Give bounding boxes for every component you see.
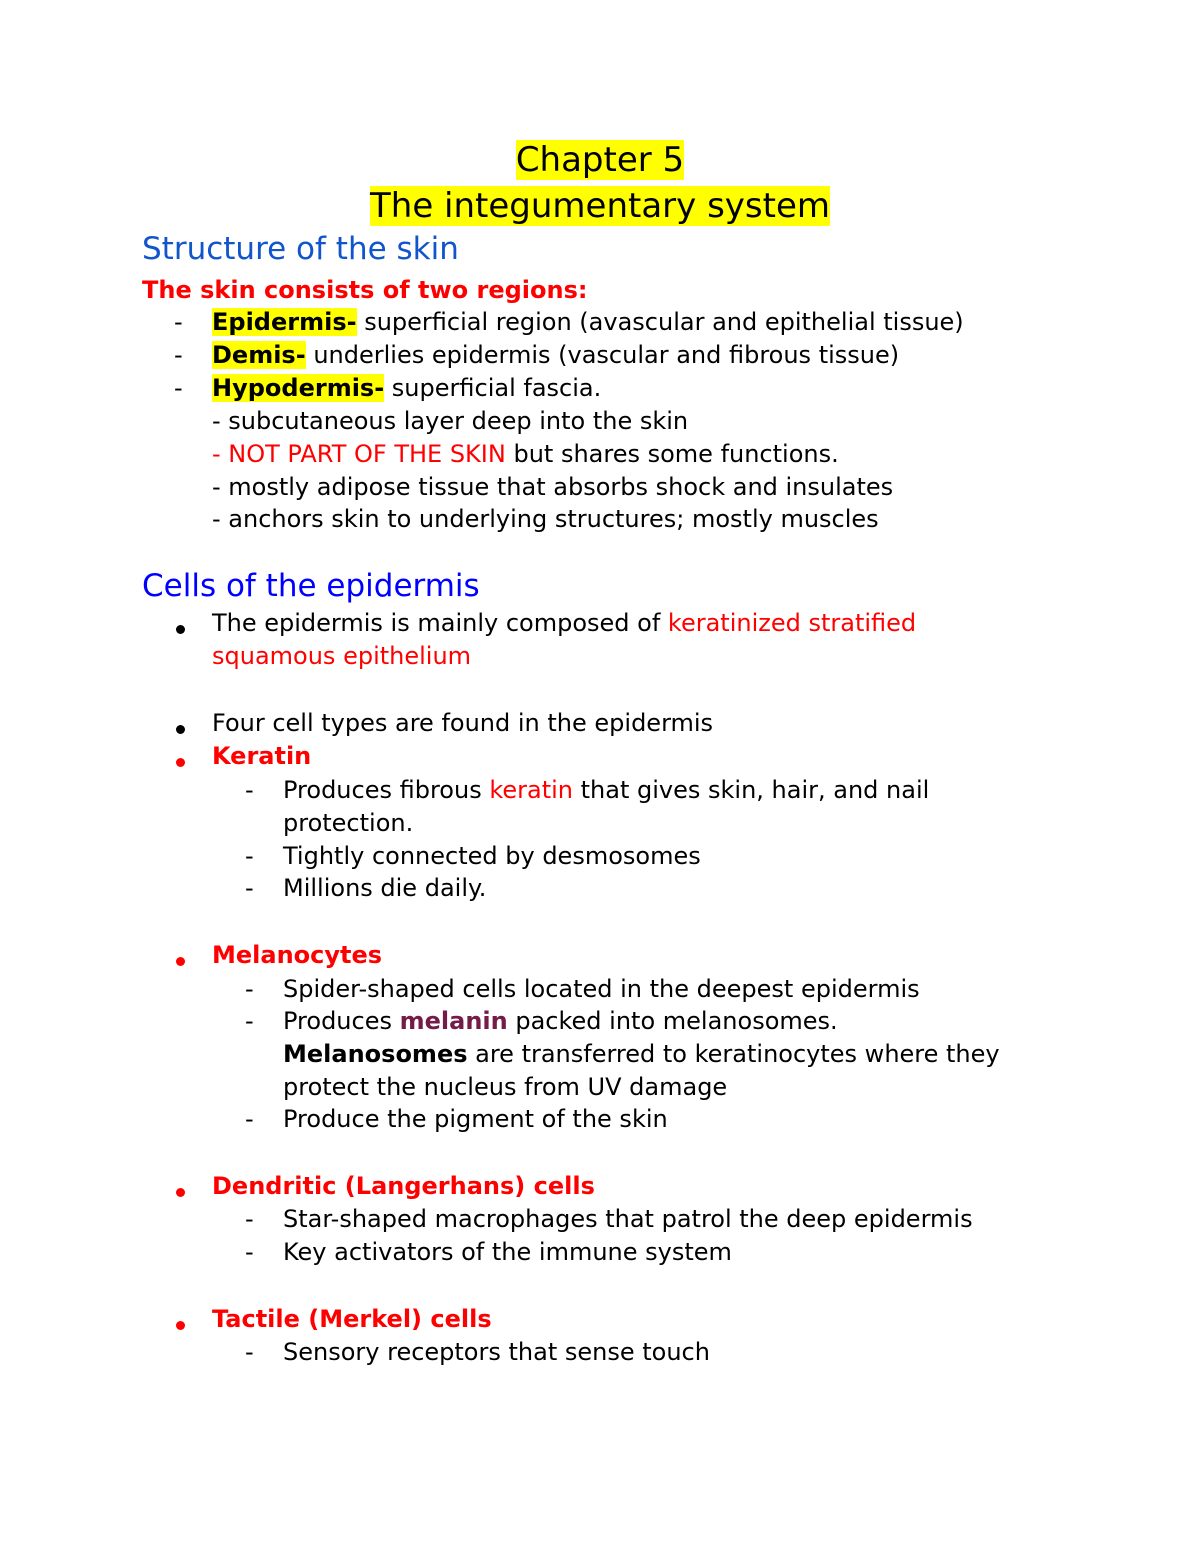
dash-marker: - <box>245 1205 254 1233</box>
cell-type-dendritic: Dendritic (Langerhans) cells <box>212 1172 595 1200</box>
hypodermis-sub-2 <box>212 438 839 470</box>
bullet-icon <box>176 1188 185 1197</box>
term-hypodermis: Hypodermis- <box>212 374 385 402</box>
list-item: Spider-shaped cells located in the deepest epidermis <box>283 975 920 1003</box>
document-title-text: The integumentary system <box>370 186 830 226</box>
dash-marker: - <box>245 1338 254 1366</box>
sub-text: Produces <box>283 1007 400 1035</box>
list-item: Four cell types are found in the epidermis <box>212 709 714 737</box>
dash-marker: - <box>174 308 183 336</box>
dash-marker: - <box>245 1007 254 1035</box>
list-item-continuation: protection. <box>283 809 414 837</box>
list-item: Tightly connected by desmosomes <box>283 842 701 870</box>
list-item: Sensory receptors that sense touch <box>283 1338 710 1366</box>
dash-marker: - <box>245 874 254 902</box>
sub-text: that gives skin, hair, and nail <box>573 776 930 804</box>
list-item <box>283 1005 838 1037</box>
melanosomes-term: Melanosomes <box>283 1040 468 1068</box>
bullet-icon <box>176 725 185 734</box>
hypodermis-sub-4: - anchors skin to underlying structures; mostly muscles <box>212 505 879 533</box>
list-item: Produce the pigment of the skin <box>283 1105 668 1133</box>
cell-type-keratin: Keratin <box>212 742 312 770</box>
list-item <box>212 607 916 639</box>
highlight-term: keratinized stratified <box>667 609 917 637</box>
sub-text: but shares some functions. <box>505 440 839 468</box>
list-item-continuation: squamous epithelium <box>212 642 472 670</box>
dash-marker: - <box>245 842 254 870</box>
term-desc: superficial region (avascular and epithelial tissue) <box>356 308 964 336</box>
term-epidermis: Epidermis- <box>212 308 357 336</box>
chapter-label: Chapter 5 <box>515 140 685 180</box>
list-item: Millions die daily. <box>283 874 487 902</box>
structure-intro: The skin consists of two regions: <box>142 276 588 304</box>
term-demis: Demis- <box>212 341 306 369</box>
document-title <box>0 184 1200 228</box>
cells-heading: Cells of the epidermis <box>142 568 480 604</box>
hypodermis-sub-3: - mostly adipose tissue that absorbs shock and insulates <box>212 473 894 501</box>
list-item <box>212 339 899 371</box>
cell-type-melanocytes: Melanocytes <box>212 941 383 969</box>
structure-heading: Structure of the skin <box>142 231 459 267</box>
dash-marker: - <box>245 1105 254 1133</box>
list-item-continuation: protect the nucleus from UV damage <box>283 1073 728 1101</box>
not-part-of-skin: - NOT PART OF THE SKIN <box>212 440 506 468</box>
hypodermis-sub-1: - subcutaneous layer deep into the skin <box>212 407 689 435</box>
sub-text: packed into melanosomes. <box>507 1007 838 1035</box>
term-desc: superficial fascia. <box>384 374 602 402</box>
bullet-icon <box>176 758 185 767</box>
dash-marker: - <box>174 341 183 369</box>
highlight-term: keratin <box>489 776 574 804</box>
cell-type-tactile: Tactile (Merkel) cells <box>212 1305 492 1333</box>
list-item: Key activators of the immune system <box>283 1238 732 1266</box>
list-item <box>212 306 964 338</box>
bullet-icon <box>176 957 185 966</box>
dash-marker: - <box>245 776 254 804</box>
list-item <box>212 372 601 404</box>
list-item: Star-shaped macrophages that patrol the deep epidermis <box>283 1205 973 1233</box>
dash-marker: - <box>174 374 183 402</box>
bullet-icon <box>176 1321 185 1330</box>
dash-marker: - <box>245 1238 254 1266</box>
term-desc: underlies epidermis (vascular and fibrous tissue) <box>305 341 900 369</box>
list-item <box>283 774 929 806</box>
sub-text: are transferred to keratinocytes where they <box>467 1040 1000 1068</box>
list-item-continuation <box>283 1038 1000 1070</box>
bullet-icon <box>176 625 185 634</box>
dash-marker: - <box>245 975 254 1003</box>
chapter-title <box>0 138 1200 182</box>
sub-text: Produces fibrous <box>283 776 490 804</box>
melanin-term: melanin <box>399 1007 508 1035</box>
bullet-text: The epidermis is mainly composed of <box>212 609 668 637</box>
